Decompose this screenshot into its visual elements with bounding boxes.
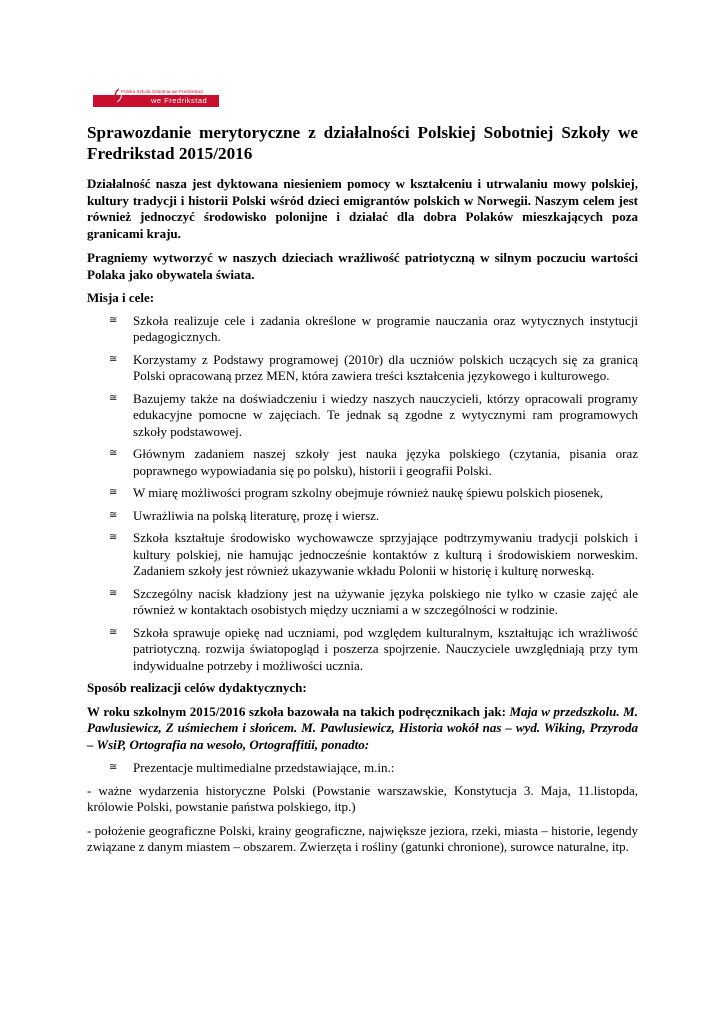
- intro-paragraph: Działalność nasza jest dyktowana niesieniem pomocy w kształceniu i utrwalaniu mowy polskiej, kultury tradycji i historii Polski wśród dzieci emigrantów polskich w Norwegii. Naszym celem jest również jednoczyć środowisko polonijne i działać dla dobra Polaków mieszkających poza granicami kraju.: [87, 176, 638, 241]
- textbooks-lead: W roku szkolnym 2015/2016 szkoła bazowała na takich podręcznikach jak:: [87, 703, 510, 719]
- list-item-text: W miarę możliwości program szkolny obejmuje również naukę śpiewu polskich piosenek,: [133, 485, 604, 500]
- list-item: [87, 391, 638, 441]
- document-title: Sprawozdanie merytoryczne z działalności Polskiej Sobotniej Szkoły we Fredrikstad 2015/2016: [87, 123, 638, 163]
- bullet-icon: ≅: [109, 762, 118, 773]
- list-item-text: Szkoła realizuje cele i zadania określone w programie nauczania oraz wytycznych instytucji pedagogicznych.: [133, 312, 638, 344]
- logo-city-text: we Fredrikstad: [151, 96, 208, 105]
- list-item-text: Szczególny nacisk kładziony jest na używanie języka polskiego nie tylko w czasie zajęć ale również w kontaktach osobistych między uczniami a w szczególności w rodzinie.: [133, 585, 638, 617]
- list-item: [87, 625, 638, 675]
- textbooks-titles: Maja w przedszkolu. M. Pawlusiewicz, Z uśmiechem i słońcem. M. Pawlusiewicz, Historia wokół nas – wyd. Wiking, Przyroda – WsiP, Ortografia na wesoło, Ortograffitii, ponadto:: [87, 703, 638, 752]
- bullet-icon: ≅: [109, 532, 118, 543]
- bullet-icon: ≅: [109, 487, 118, 498]
- list-item: [87, 485, 638, 502]
- list-item-text: Bazujemy także na doświadczeniu i wiedzy naszych nauczycieli, którzy opracowali programy edukacyjne pomocne w zajęciach. Te jednak są zgodne z wytycznymi ram programowych szkoły podstawowej.: [133, 390, 638, 439]
- geography-paragraph: - położenie geograficzne Polski, krainy geograficzne, największe jeziora, rzeki, miasta – historie, legendy związane z danym miastem – obszarem. Zwierzęta i rośliny (gatunki chronione), surowce naturalne, itp.: [87, 822, 638, 854]
- bullet-icon: ≅: [109, 392, 118, 404]
- list-item-text: Głównym zadaniem naszej szkoły jest nauka języka polskiego (czytania, pisania oraz poprawnego wypowiadania się po polsku), historii i geografii Polski.: [133, 446, 638, 478]
- motto-paragraph: Pragniemy wytworzyć w naszych dzieciach wrażliwość patriotyczną w silnym poczuciu wartości Polaka jako obywatela świata.: [87, 250, 638, 282]
- textbooks-paragraph: [87, 704, 638, 754]
- bullet-icon: ≅: [109, 448, 118, 459]
- list-item: [87, 446, 638, 479]
- list-item: [87, 508, 638, 525]
- history-paragraph: - ważne wydarzenia historyczne Polski (Powstanie warszawskie, Konstytucja 3. Maja, 11.listopda, królowie Polski, powstanie państwa polskiego, itp.): [87, 782, 638, 814]
- bullet-icon: ≅: [109, 626, 118, 638]
- bullet-icon: ≅: [109, 509, 118, 521]
- document-body: [87, 122, 638, 863]
- school-logo: [93, 88, 223, 109]
- list-item: [87, 530, 638, 580]
- mission-list: [87, 313, 638, 675]
- list-item-text: Szkoła sprawuje opiekę nad uczniami, pod względem kulturalnym, kształtując ich wrażliwość patriotyczną. rozwija światopogląd i poszerza spojrzenie. Nauczyciele uwzględniają przy tym indywidualne potrzeby i możliwości ucznia.: [133, 624, 638, 673]
- list-item-text: Uwrażliwia na polską literaturę, prozę i wiersz.: [133, 507, 380, 523]
- bullet-icon: ≅: [109, 314, 118, 326]
- list-item-text: Korzystamy z Podstawy programowej (2010r) dla uczniów polskich uczących się za granicą Polski opracowaną przez MEN, która zawiera treści kształcenia językowego i kulturowego.: [133, 351, 638, 383]
- list-item: [87, 760, 638, 777]
- bullet-icon: ≅: [109, 587, 118, 599]
- list-item: [87, 586, 638, 619]
- list-item-text: Prezentacje multimedialne przedstawiające, m.in.:: [133, 760, 395, 775]
- presentations-list: [87, 760, 638, 777]
- list-item: [87, 352, 638, 385]
- list-item-text: Szkoła kształtuje środowisko wychowawcze sprzyjające podtrzymywaniu tradycji polskich i kultury polskiej, nie hamując jednocześnie kontaktów z kulturą i środowiskiem norweskim. Zadaniem szkoły jest również ukazywanie wkładu Polonii w historię i kulturę norweską.: [133, 530, 638, 578]
- list-item: [87, 313, 638, 346]
- mission-heading: Misja i cele:: [87, 290, 155, 305]
- bullet-icon: ≅: [109, 353, 118, 365]
- methods-heading: Sposób realizacji celów dydaktycznych:: [87, 680, 307, 695]
- logo-small-text: Polska Szkoła Sobotnia we Fredrikstad: [121, 89, 203, 94]
